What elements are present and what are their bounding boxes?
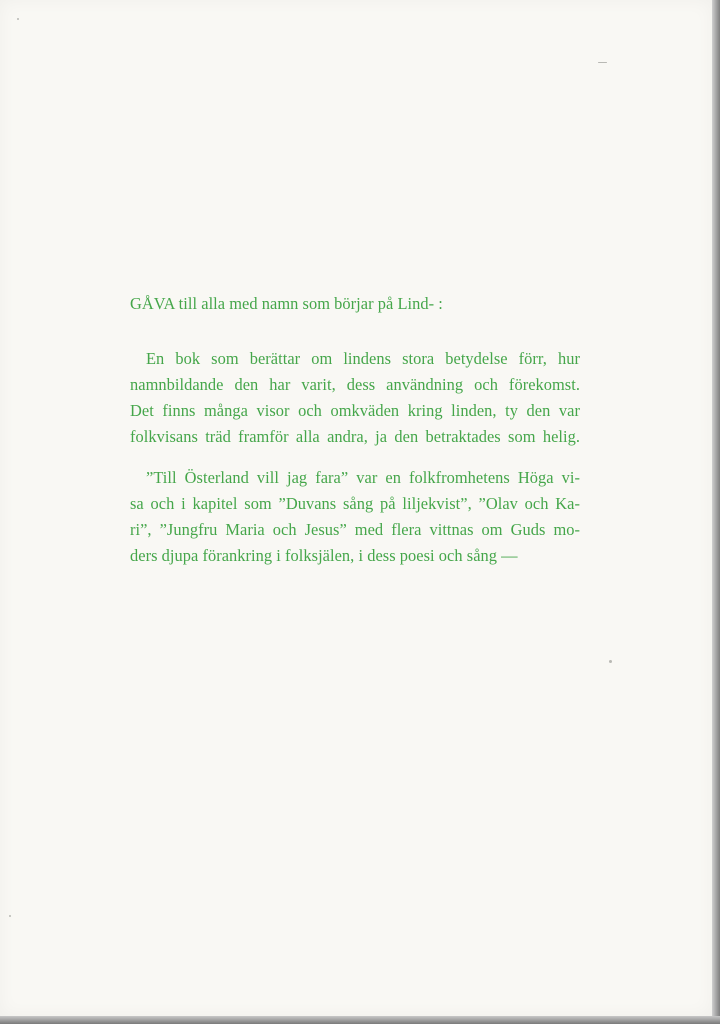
text-line: folkvisans träd framför alla andra, ja den betraktades som helig. [130,427,580,446]
paper-speck [9,915,11,917]
text-line: ”Till Österland vill jag fara” var en folkfromhetens Höga vi- [146,468,580,487]
text-line: En bok som berättar om lindens stora betydelse förr, hur [146,349,580,368]
text-line: sa och i kapitel som ”Duvans sång på liljekvist”, ”Olav och Ka- [130,494,580,513]
text-line: ri”, ”Jungfru Maria och Jesus” med flera vittnas om Guds mo- [130,520,580,539]
paragraph-1 [130,346,580,450]
dedication-heading: GÅVA till alla med namn som börjar på Lind- : [130,294,443,313]
text-line: ders djupa förankring i folksjälen, i dess poesi och sång — [130,546,518,565]
page-edge-right [712,0,720,1024]
text-line: namnbildande den har varit, dess användning och förekomst. [130,375,580,394]
paper-speck [598,62,607,63]
paper-speck [17,18,19,20]
paragraph-2 [130,465,580,569]
paper-speck [609,660,612,663]
page-text [130,291,580,569]
page-edge-bottom [0,1016,720,1024]
text-line: Det finns många visor och omkväden kring linden, ty den var [130,401,580,420]
